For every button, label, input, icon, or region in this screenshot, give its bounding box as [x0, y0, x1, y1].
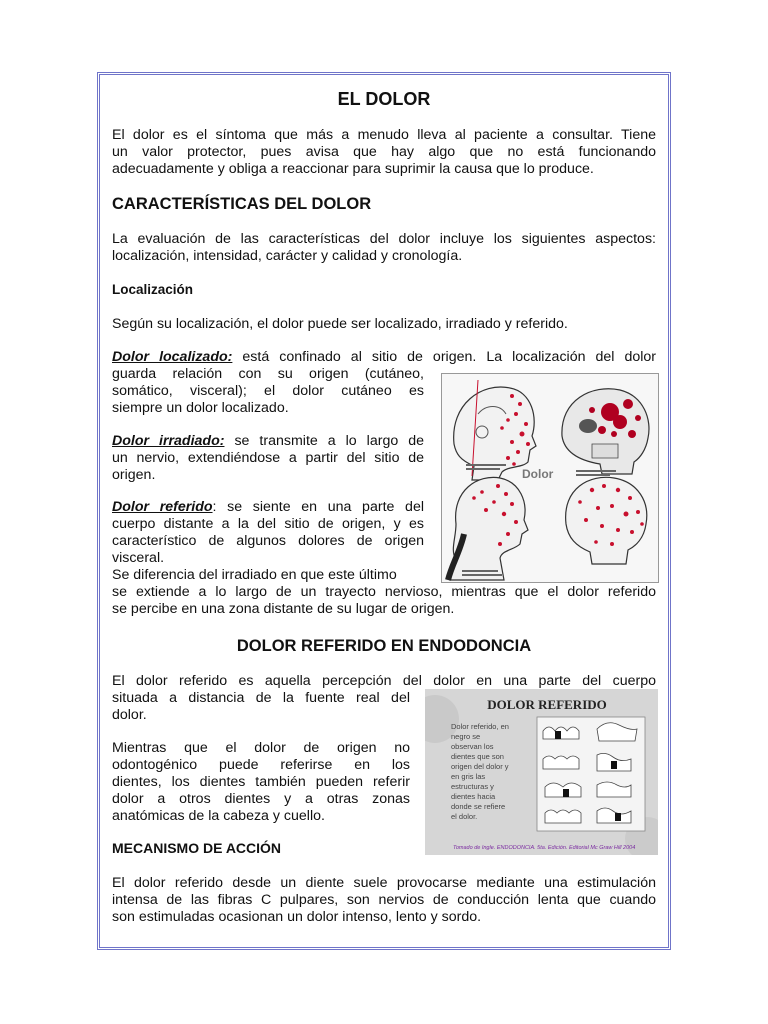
irradiado-line-1: Dolor irradiado: se transmite a lo largo de	[112, 433, 424, 449]
localizacion-text: Según su localización, el dolor puede ser localizado, irradiado y referido.	[112, 316, 568, 332]
endodoncia-p2-line-2: odontogénico puede referirse en los	[112, 757, 410, 773]
caracteristicas-line-1: La evaluación de las características del dolor incluye los siguientes aspectos:	[112, 231, 656, 247]
svg-text:dientes que son: dientes que son	[451, 752, 504, 761]
svg-text:origen del dolor y: origen del dolor y	[451, 762, 509, 771]
svg-text:el dolor.: el dolor.	[451, 812, 478, 821]
endodoncia-line-2: situada a distancia de la fuente real del	[112, 690, 410, 706]
localizado-line-3: somático, visceral); el dolor cutáneo es	[112, 383, 424, 399]
irradiado-line-2: un nervio, extendiéndose a partir del sitio de	[112, 450, 424, 466]
dolor-referido-figure-title: DOLOR REFERIDO	[487, 697, 607, 712]
section-heading-caracteristicas: CARACTERÍSTICAS DEL DOLOR	[112, 195, 372, 213]
endodoncia-p2-line-4: dolor a otros dientes y a otras zonas	[112, 791, 410, 807]
irradiado-line-3: origen.	[112, 467, 156, 483]
head-profile-4	[566, 477, 647, 564]
intro-line-1: El dolor es el síntoma que más a menudo lleva al paciente a consultar. Tiene	[112, 127, 656, 143]
svg-text:en gris las: en gris las	[451, 772, 486, 781]
referido-line-3: característico de algunos dolores de origen	[112, 533, 424, 549]
dolor-heads-figure	[441, 373, 659, 583]
page-title: EL DOLOR	[337, 89, 431, 109]
section-heading-endodoncia: DOLOR REFERIDO EN ENDODONCIA	[236, 637, 532, 655]
head-skull-2	[562, 389, 649, 474]
endodoncia-p2-line-5: anatómicas de la cabeza y cuello.	[112, 808, 325, 824]
svg-text:estructuras y: estructuras y	[451, 782, 494, 791]
svg-text:dientes hacia: dientes hacia	[451, 792, 496, 801]
dolor-referido-figure	[425, 689, 658, 855]
irradiado-term: Dolor irradiado:	[112, 433, 225, 449]
mecanismo-line-2: intensa de las fibras C pulpares, son nervios de conducción lenta que cuando	[112, 892, 656, 908]
teeth-illustration	[425, 689, 658, 855]
referido-line-2: cuerpo distante a la del sitio de origen, y es	[112, 516, 424, 532]
head-neck-3	[448, 477, 528, 580]
subheading-localizacion: Localización	[112, 282, 194, 297]
intro-line-3: adecuadamente y obliga a reaccionar para suprimir la causa que lo produce.	[112, 161, 594, 177]
heads-illustration	[442, 374, 658, 582]
localizado-term: Dolor localizado:	[112, 349, 233, 365]
diferencia-line-3: se percibe en una zona distante de su lugar de origen.	[112, 601, 455, 617]
endodoncia-p2-line-1: Mientras que el dolor de origen no	[112, 740, 410, 756]
mecanismo-line-3: son estimuladas ocasionan un dolor intenso, lento y sordo.	[112, 909, 482, 925]
mecanismo-line-1: El dolor referido desde un diente suele provocarse mediante una estimulación	[112, 875, 656, 891]
endodoncia-line-1: El dolor referido es aquella percepción del dolor en una parte del cuerpo	[112, 673, 656, 689]
referido-term: Dolor referido	[112, 499, 213, 515]
svg-text:donde se refiere: donde se refiere	[451, 802, 506, 811]
endodoncia-p2-line-3: dientes, los dientes también pueden referir	[112, 774, 410, 790]
diferencia-line-1: Se diferencia del irradiado en que este último	[112, 567, 397, 583]
figure-credit: Tomado de Ingle. ENDODONCIA. 5ta. Edición. Editorial Mc Graw Hill 2004	[453, 845, 636, 851]
localizado-line-2: guarda relación con su origen (cutáneo,	[112, 366, 424, 382]
referido-line-4: visceral.	[112, 550, 165, 566]
endodoncia-line-3: dolor.	[112, 707, 147, 723]
dolor-figure-label: Dolor	[522, 467, 554, 481]
caracteristicas-line-2: localización, intensidad, carácter y calidad y cronología.	[112, 248, 463, 264]
localizado-line-4: siempre un dolor localizado.	[112, 400, 289, 416]
intro-line-2: un valor protector, pues avisa que hay algo que no está funcionando	[112, 144, 656, 160]
referido-line-1: Dolor referido: se siente en una parte del	[112, 499, 424, 515]
section-heading-mecanismo: MECANISMO DE ACCIÓN	[112, 840, 282, 856]
svg-text:observan los: observan los	[451, 742, 494, 751]
diferencia-line-2: se extiende a lo largo de un trayecto nervioso, mientras que el dolor referido	[112, 584, 656, 600]
localizado-line-1: Dolor localizado: está confinado al sitio de origen. La localización del dolor	[112, 349, 656, 365]
svg-text:Dolor referido, en: Dolor referido, en	[451, 722, 509, 731]
svg-text:negro se: negro se	[451, 732, 481, 741]
